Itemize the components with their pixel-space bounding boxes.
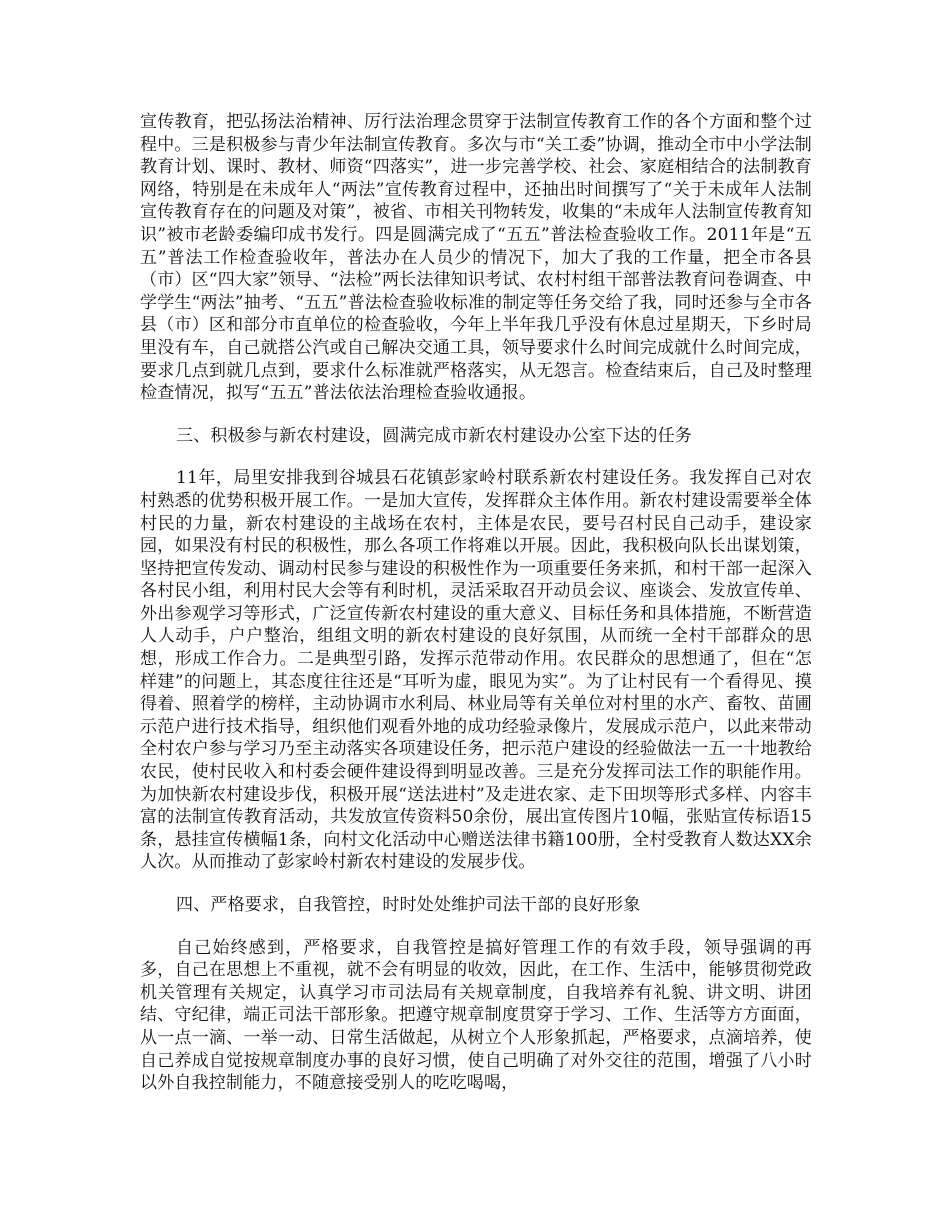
section-heading-new-countryside: 三、积极参与新农村建设，圆满完成市新农村建设办公室下达的任务 [176,425,692,446]
section-heading-self-discipline: 四、严格要求，自我管控，时时处处维护司法干部的良好形象 [176,895,641,915]
paragraph-legal-education: 宣传教育，把弘扬法治精神、厉行法治理念贯穿于法制宣传教育工作的各个方面和整个过程中。三是积极参与青少年法制宣传教育。多次与市“关工委”协调，推动全市中小学法制教育计划、课时、教材、师资“四落实”，进一步完善学校、社会、家庭相结合的法制教育网络，特别是在未成年人“两法”宣传教育过程中，还抽出时间撰写了“关于未成年人法制宣传教育存在的问题及对策”，被省、市相关刊物转发，收集的“未成年人法制宣传教育知识”被市老龄委编印成书发行。四是圆满完成了“五五”普法检查验收工作。2011年是“五五”普法工作检查验收年，普法办在人员少的情况下，加大了我的工作量，把全市各县（市）区“四大家”领导、“法检”两长法律知识考试、农村村组干部普法教育问卷调查、中学学生“两法”抽考、“五五”普法检查验收标准的制定等任务交给了我，同时还参与全市各县（市）区和部分市直单位的检查验收，今年上半年我几乎没有休息过星期天，下乡时局里没有车，自己就搭公汽或自己解决交通工具，领导要求什么时间完成就什么时间完成，要求几点到就几点到，要求什么标准就严格落实，从无怨言。检查结束后，自己及时整理检查情况，拟写“五五”普法依法治理检查验收通报。 [140,112,812,404]
paragraph-new-countryside: 11年，局里安排我到谷城县石花镇彭家岭村联系新农村建设任务。我发挥自己对农村熟悉的优势积极开展工作。一是加大宣传，发挥群众主体作用。新农村建设需要举全体村民的力量，新农村建设的主战场在农村，主体是农民，要号召村民自己动手，建设家园，如果没有村民的积极性，那么各项工作将难以开展。因此，我积极向队长出谋划策，坚持把宣传发动、调动村民参与建设的积极性作为一项重要任务来抓，和村干部一起深入各村民小组，利用村民大会等有利时机，灵活采取召开动员会议、座谈会、发放宣传单、外出参观学习等形式，广泛宣传新农村建设的重大意义、目标任务和具体措施，不断营造人人动手，户户整治，组组文明的新农村建设的良好氛围，从而统一全村干部群众的思想，形成工作合力。二是典型引路，发挥示范带动作用。农民群众的思想通了，但在“怎样建”的问题上，其态度往往还是“耳听为虚，眼见为实”。为了让村民有一个看得见、摸得着、照着学的榜样，主动协调市水利局、林业局等有关单位对村里的水产、畜牧、苗圃示范户进行技术指导，组织他们观看外地的成功经验录像片，发展成示范户，以此来带动全村农户参与学习乃至主动落实各项建设任务，把示范户建设的经验做法一五一十地教给农民，使村民收入和村委会硬件建设得到明显改善。三是充分发挥司法工作的职能作用。为加快新农村建设步伐，积极开展“送法进村”及走进农家、走下田坝等形式多样、内容丰富的法制宣传教育活动，共发放宣传资料50余份，展出宣传图片10幅，张贴宣传标语15条，悬挂宣传横幅1条，向村文化活动中心赠送法律书籍100册，全村受教育人数达XX余人次。从而推动了彭家岭村新农村建设的发展步伐。 [140,468,812,873]
paragraph-self-discipline: 自己始终感到，严格要求，自我管控是搞好管理工作的有效手段，领导强调的再多，自己在思想上不重视，就不会有明显的收效，因此，在工作、生活中，能够贯彻党政机关管理有关规定，认真学习市司法局有关规章制度，自我培养有礼貌、讲文明、讲团结、守纪律，端正司法干部形象。把遵守规章制度贯穿于学习、工作、生活等方方面面，从一点一滴、一举一动、日常生活做起，从树立个人形象抓起，严格要求，点滴培养，使自己养成自觉按规章制度办事的良好习惯，使自己明确了对外交往的范围，增强了八小时以外自我控制能力，不随意接受别人的吃吃喝喝， [140,937,812,1094]
document-body [140,111,812,1095]
